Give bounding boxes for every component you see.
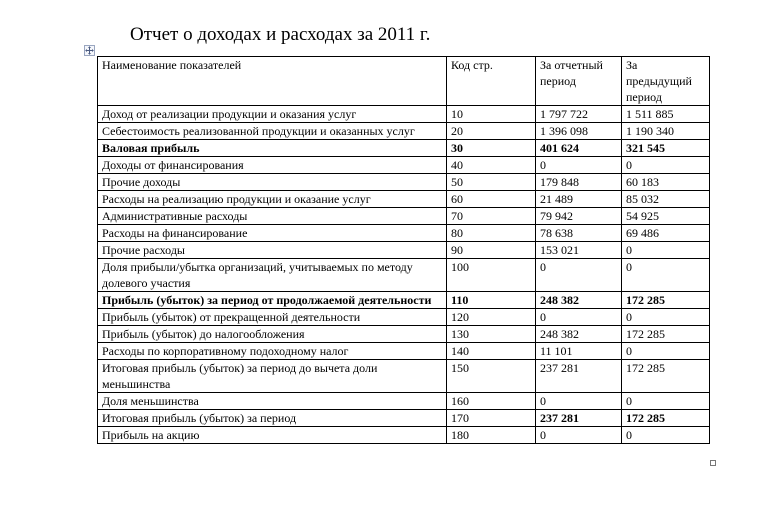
table-row	[98, 242, 710, 259]
table-row	[98, 410, 710, 427]
row-previous: 172 285	[622, 292, 710, 309]
row-previous: 0	[622, 242, 710, 259]
row-current: 237 281	[536, 360, 622, 393]
row-code: 150	[447, 360, 536, 393]
header-line-code: Код стр.	[447, 57, 536, 106]
row-code: 20	[447, 123, 536, 140]
row-previous: 321 545	[622, 140, 710, 157]
row-code: 110	[447, 292, 536, 309]
row-name: Итоговая прибыль (убыток) за период	[98, 410, 447, 427]
row-code: 120	[447, 309, 536, 326]
table-row	[98, 292, 710, 309]
row-previous: 85 032	[622, 191, 710, 208]
row-current: 21 489	[536, 191, 622, 208]
row-name: Валовая прибыль	[98, 140, 447, 157]
row-name: Прочие доходы	[98, 174, 447, 191]
document-title: Отчет о доходах и расходах за 2011 г.	[130, 24, 431, 45]
table-row	[98, 393, 710, 410]
row-code: 60	[447, 191, 536, 208]
table-row	[98, 427, 710, 444]
row-code: 130	[447, 326, 536, 343]
row-current: 248 382	[536, 292, 622, 309]
row-code: 70	[447, 208, 536, 225]
table-row	[98, 360, 710, 393]
table-row	[98, 106, 710, 123]
row-previous: 0	[622, 259, 710, 292]
row-previous: 0	[622, 157, 710, 174]
row-name: Прибыль на акцию	[98, 427, 447, 444]
table-row	[98, 225, 710, 242]
table-row	[98, 140, 710, 157]
row-code: 80	[447, 225, 536, 242]
row-name: Итоговая прибыль (убыток) за период до вычета доли меньшинства	[98, 360, 447, 393]
row-name: Доля прибыли/убытка организаций, учитываемых по методу долевого участия	[98, 259, 447, 292]
row-previous: 0	[622, 309, 710, 326]
row-current: 0	[536, 393, 622, 410]
row-current: 0	[536, 309, 622, 326]
row-code: 180	[447, 427, 536, 444]
row-code: 90	[447, 242, 536, 259]
row-name: Себестоимость реализованной продукции и оказанных услуг	[98, 123, 447, 140]
row-current: 248 382	[536, 326, 622, 343]
row-previous: 172 285	[622, 410, 710, 427]
row-code: 10	[447, 106, 536, 123]
table-row	[98, 123, 710, 140]
row-name: Прибыль (убыток) от прекращенной деятельности	[98, 309, 447, 326]
row-name: Административные расходы	[98, 208, 447, 225]
row-current: 1 396 098	[536, 123, 622, 140]
row-current: 1 797 722	[536, 106, 622, 123]
row-current: 401 624	[536, 140, 622, 157]
table-move-handle-icon[interactable]	[84, 45, 95, 56]
row-previous: 54 925	[622, 208, 710, 225]
row-code: 50	[447, 174, 536, 191]
row-current: 79 942	[536, 208, 622, 225]
table-row	[98, 174, 710, 191]
row-name: Прибыль (убыток) за период от продолжаемой деятельности	[98, 292, 447, 309]
header-previous-period: За предыдущий период	[622, 57, 710, 106]
row-previous: 60 183	[622, 174, 710, 191]
row-code: 30	[447, 140, 536, 157]
table-row	[98, 326, 710, 343]
row-current: 78 638	[536, 225, 622, 242]
row-code: 160	[447, 393, 536, 410]
table-header-row	[98, 57, 710, 106]
table-row	[98, 309, 710, 326]
table-row	[98, 157, 710, 174]
table-row	[98, 191, 710, 208]
row-name: Расходы на реализацию продукции и оказание услуг	[98, 191, 447, 208]
row-code: 140	[447, 343, 536, 360]
row-current: 0	[536, 157, 622, 174]
row-name: Доходы от финансирования	[98, 157, 447, 174]
table-resize-handle[interactable]	[710, 460, 716, 466]
row-current: 237 281	[536, 410, 622, 427]
income-statement-table	[97, 56, 710, 444]
table-row	[98, 259, 710, 292]
row-previous: 0	[622, 343, 710, 360]
row-name: Расходы на финансирование	[98, 225, 447, 242]
row-name: Прибыль (убыток) до налогообложения	[98, 326, 447, 343]
row-previous: 1 511 885	[622, 106, 710, 123]
row-name: Прочие расходы	[98, 242, 447, 259]
row-name: Расходы по корпоративному подоходному налог	[98, 343, 447, 360]
row-current: 153 021	[536, 242, 622, 259]
table-row	[98, 343, 710, 360]
row-previous: 172 285	[622, 326, 710, 343]
row-previous: 69 486	[622, 225, 710, 242]
row-current: 0	[536, 259, 622, 292]
row-code: 170	[447, 410, 536, 427]
row-previous: 0	[622, 393, 710, 410]
row-code: 40	[447, 157, 536, 174]
row-code: 100	[447, 259, 536, 292]
header-current-period: За отчетный период	[536, 57, 622, 106]
row-name: Доход от реализации продукции и оказания услуг	[98, 106, 447, 123]
row-current: 0	[536, 427, 622, 444]
row-current: 179 848	[536, 174, 622, 191]
row-previous: 172 285	[622, 360, 710, 393]
row-previous: 0	[622, 427, 710, 444]
row-name: Доля меньшинства	[98, 393, 447, 410]
table-row	[98, 208, 710, 225]
row-current: 11 101	[536, 343, 622, 360]
row-previous: 1 190 340	[622, 123, 710, 140]
header-indicator-name: Наименование показателей	[98, 57, 447, 106]
